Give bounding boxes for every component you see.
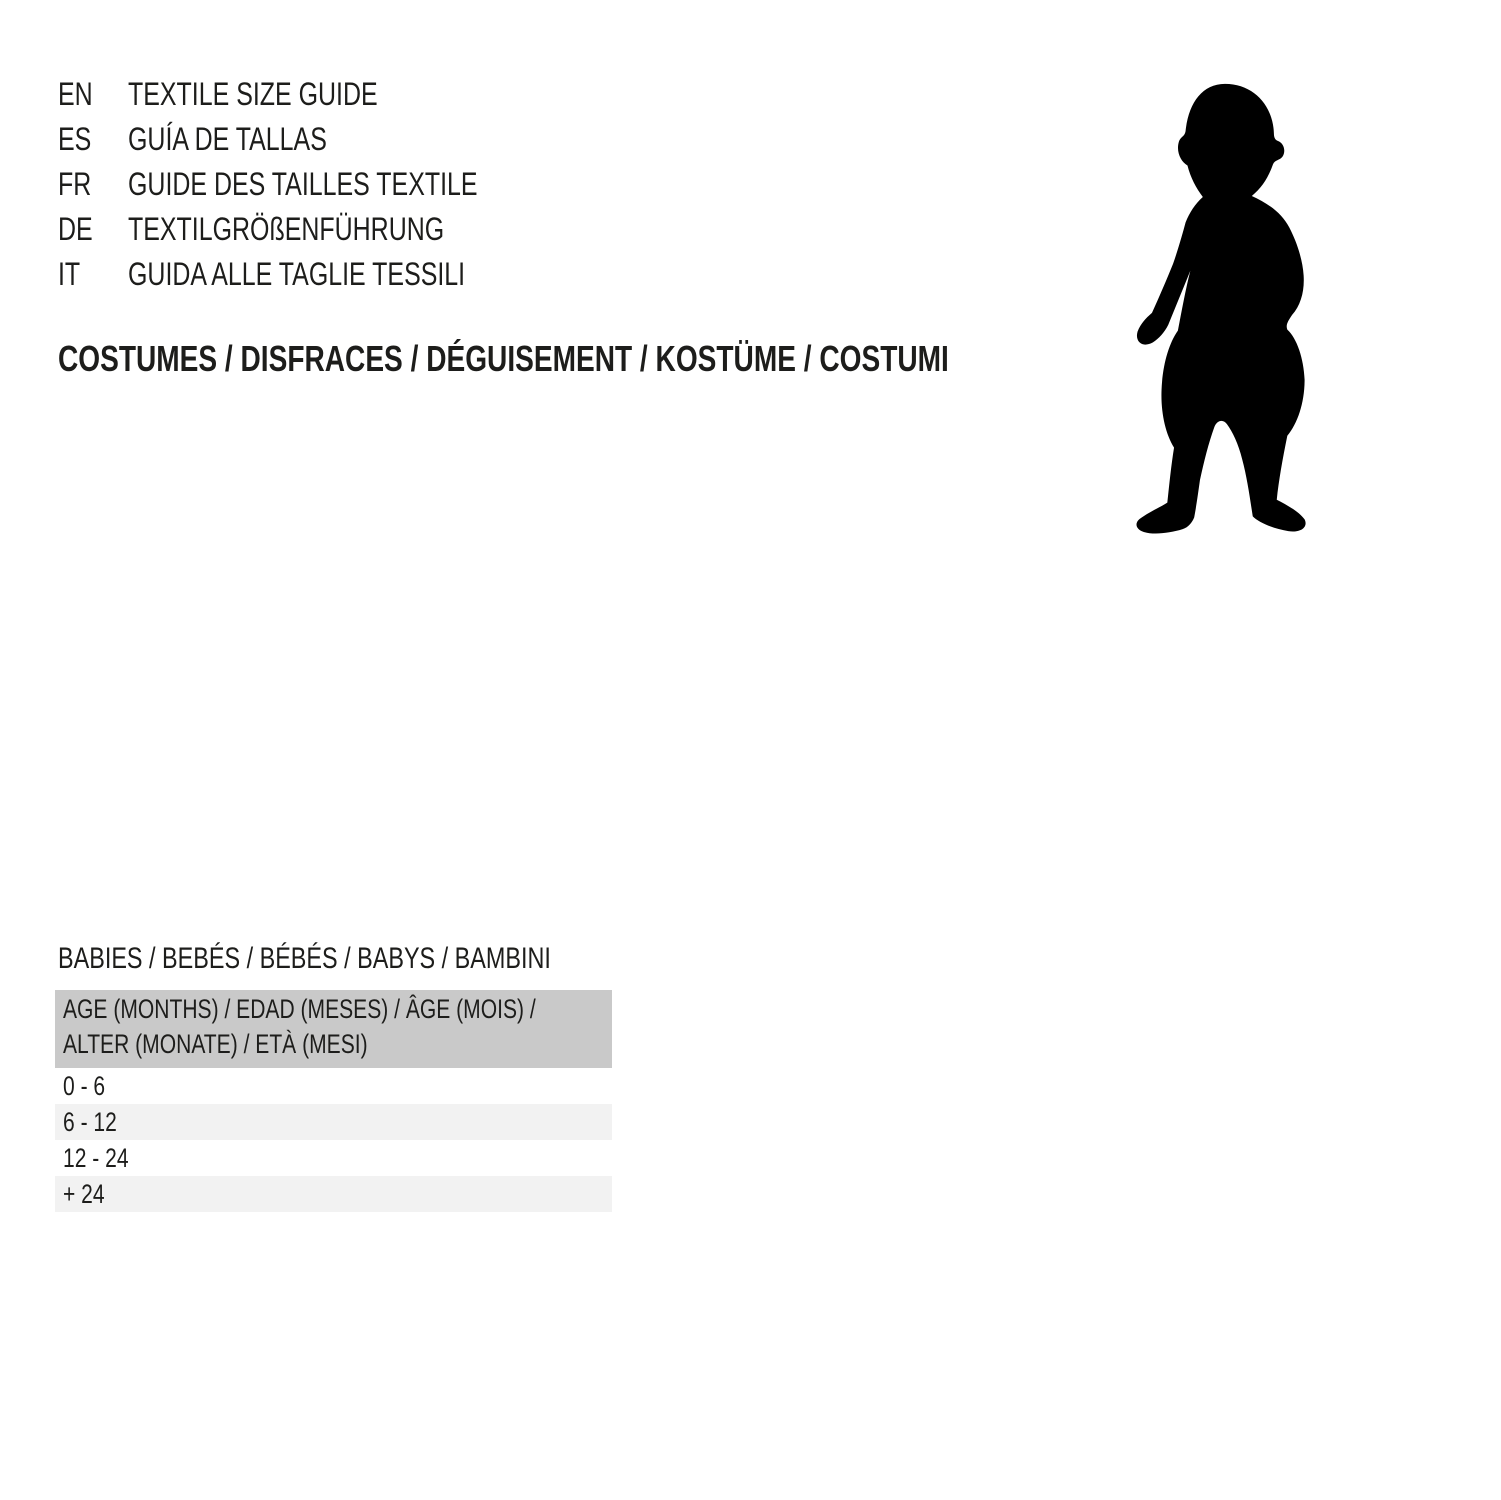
language-code: ES xyxy=(58,121,92,157)
language-row-en xyxy=(58,72,576,117)
age-range: + 24 xyxy=(63,1179,105,1209)
table-row xyxy=(55,1104,612,1140)
table-header-line2: ALTER (MONATE) / ETÀ (MESI) xyxy=(63,1029,368,1059)
section-title-babies xyxy=(58,940,690,978)
language-code: DE xyxy=(58,211,93,247)
age-range: 12 - 24 xyxy=(63,1143,129,1173)
language-code: EN xyxy=(58,76,93,112)
table-header-line1: AGE (MONTHS) / EDAD (MESES) / ÂGE (MOIS) / xyxy=(63,994,536,1024)
language-code: FR xyxy=(58,166,92,202)
language-row-de xyxy=(58,207,576,252)
language-row-es xyxy=(58,117,576,162)
category-title xyxy=(58,336,1200,381)
table-row xyxy=(55,1068,612,1104)
section-title-text: BABIES / BEBÉS / BÉBÉS / BABYS / BAMBINI xyxy=(58,942,551,975)
language-row-it xyxy=(58,252,576,297)
size-table xyxy=(55,990,612,1212)
language-title: GUIDA ALLE TAGLIE TESSILI xyxy=(128,256,466,292)
language-title: TEXTILGRÖßENFÜHRUNG xyxy=(128,211,445,247)
age-range: 6 - 12 xyxy=(63,1107,117,1137)
table-header xyxy=(55,990,612,1068)
baby-silhouette-icon xyxy=(1127,78,1319,540)
language-title: TEXTILE SIZE GUIDE xyxy=(128,76,378,112)
language-row-fr xyxy=(58,162,576,207)
language-code: IT xyxy=(58,256,81,292)
age-range: 0 - 6 xyxy=(63,1071,106,1101)
category-title-text: COSTUMES / DISFRACES / DÉGUISEMENT / KOSTÜME / COSTUMI xyxy=(58,338,949,379)
table-row xyxy=(55,1140,612,1176)
language-list xyxy=(58,72,576,297)
language-title: GUÍA DE TALLAS xyxy=(128,121,327,157)
table-row xyxy=(55,1176,612,1212)
language-title: GUIDE DES TAILLES TEXTILE xyxy=(128,166,478,202)
